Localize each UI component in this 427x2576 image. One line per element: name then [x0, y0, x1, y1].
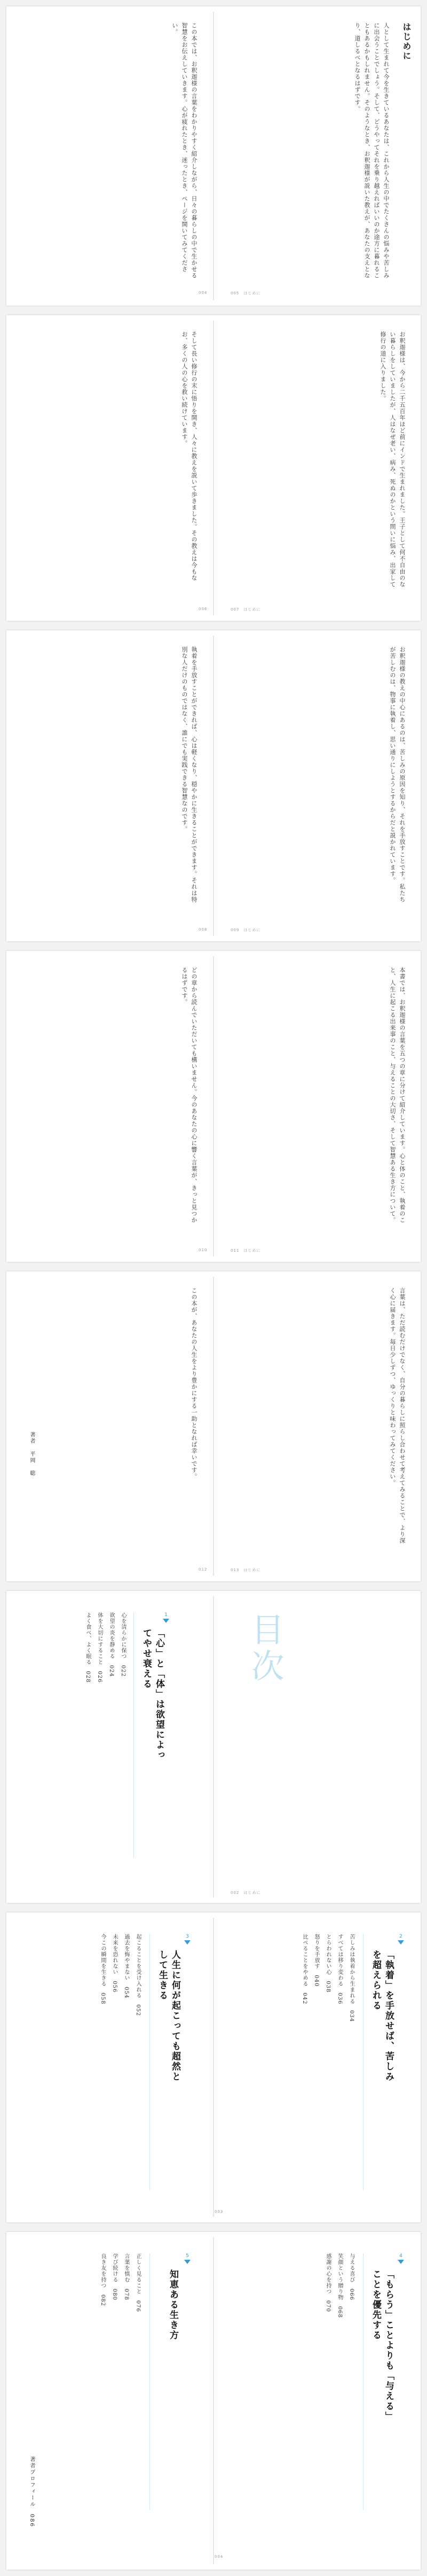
chapter-badge [183, 2253, 192, 2264]
toc-divider [149, 2253, 150, 2510]
spread-4 [6, 951, 421, 1262]
folio-left: 008 [199, 927, 208, 932]
folio-left: 012 [199, 1567, 208, 1572]
chapter-number: 2 [399, 1934, 402, 1939]
toc-item[interactable]: 欲望の炎を静める 024 [108, 1612, 114, 1677]
chapter-number: 3 [186, 1934, 189, 1939]
page-gutter [213, 1277, 214, 1576]
spread-1 [6, 6, 421, 306]
page-gutter [213, 321, 214, 615]
spread-5 [6, 1271, 421, 1581]
folio: 002 はじめに [231, 1891, 261, 1895]
toc-title: 目次 [246, 1612, 284, 1685]
chapter-arrow-icon [398, 1940, 404, 1945]
body-text-left: この本では、お釈迦様の言葉をわかりやすく紹介しながら、日々の暮らしの中で生かせる智慧をお伝えしていきます。心が疲れたとき、迷ったとき、ページを開いてみてください。 [171, 22, 197, 279]
toc-item[interactable]: 苦しみは執着から生まれる 034 [349, 1934, 354, 2023]
toc-item[interactable]: 怒りを手放す 040 [313, 1934, 319, 1987]
page-gutter [213, 636, 214, 936]
chapter-arrow-icon [398, 2260, 404, 2264]
toc-item[interactable]: 笑顔という贈り物 068 [337, 2253, 343, 2319]
toc-spread-2 [6, 1913, 421, 2222]
toc-item[interactable]: 今この瞬間を生きる 058 [100, 1934, 106, 2005]
chapter-title: 知恵ある生き方 [168, 2269, 178, 2340]
page-gutter [213, 1918, 214, 2217]
toc-item[interactable]: 与える喜び 066 [349, 2253, 354, 2301]
chapter-badge [396, 1934, 406, 1945]
folio-right: 009 はじめに [231, 928, 261, 932]
toc-item[interactable]: すべては移り変わる 036 [337, 1934, 343, 2005]
chapter-number: 4 [399, 2253, 402, 2259]
chapter-number: 5 [186, 2253, 189, 2259]
chapter-arrow-icon [184, 1940, 191, 1945]
folio-left: 004 [199, 291, 208, 295]
chapter-title: 人生に何が起こっても超然として生きる [157, 1950, 180, 2082]
toc-item[interactable]: 良き友を持つ 082 [100, 2253, 106, 2307]
folio-right: 005 はじめに [231, 291, 261, 295]
spread-2 [6, 315, 421, 621]
toc-item[interactable]: 未来を恐れない 056 [112, 1934, 117, 1993]
body-text-left: そして長い修行の末に悟りを開き、人々に教えを説いて歩きました。その教えは今もなお、多くの人の心を救い続けています。 [181, 331, 197, 581]
toc-spread-3 [6, 2232, 421, 2570]
toc-item[interactable]: 正しく見ること 076 [135, 2253, 141, 2313]
toc-item[interactable]: 比べることをやめる 042 [302, 1934, 307, 2005]
toc-item[interactable]: 言葉を慎む 078 [123, 2253, 129, 2301]
toc-item[interactable]: とらわれない心 038 [325, 1934, 331, 1993]
body-text-right: お釈迦様は、今から二千五百年ほど前にインドで生まれました。王子として何不自由のない暮らしをしていましたが、人はなぜ老い、病み、死ぬのかという問いに悩み、出家して修行の道に入りました。 [379, 331, 406, 588]
folio-right: 011 はじめに [231, 1248, 261, 1253]
spread-3 [6, 630, 421, 941]
chapter-title: 「心」と「体」は欲望によってやせ衰える [141, 1628, 164, 1760]
folio: 003 [215, 2210, 224, 2214]
page-gutter [213, 12, 214, 300]
toc-divider [133, 1612, 134, 1858]
chapter-badge [161, 1612, 171, 1623]
page-gutter [213, 2237, 214, 2564]
body-text-right: 言葉は、ただ読むだけでなく、自分の暮らしに照らし合わせて考えてみることで、より深く心に届きます。毎日少しずつ、ゆっくりと味わってみてください。 [389, 1287, 406, 1544]
toc-spread-1 [6, 1591, 421, 1903]
toc-item[interactable]: 過去を悔やまない 054 [123, 1934, 129, 1999]
chapter-title: 「もらう」ことよりも「与える」ことを優先する [370, 2269, 394, 2417]
body-text-left: 執着を手放すことができれば、心は軽くなり、穏やかに生きることができます。それは特別な人だけのものではなく、誰にでも実践できる智慧なのです。 [181, 646, 197, 903]
toc-divider [149, 1934, 150, 2190]
body-text-left: どの章から読んでいただいても構いません。今のあなたの心に響く言葉が、きっと見つかるはずです。 [181, 967, 197, 1223]
toc-item[interactable]: 学び続ける 080 [112, 2253, 117, 2301]
chapter-badge [183, 1934, 192, 1945]
author-profile-link[interactable]: 著者プロフィール 086 [29, 2456, 35, 2528]
body-text-left: この本が、あなたの人生をより豊かにする一助となれば幸いです。 [191, 1287, 197, 1480]
page-gutter [213, 1596, 214, 1898]
author-credit: 著者 平岡 聡 [29, 1432, 35, 1477]
folio-right: 007 はじめに [231, 607, 261, 612]
toc-item[interactable]: 起こることを受け入れる 052 [135, 1934, 141, 2017]
chapter-arrow-icon [184, 2260, 191, 2264]
toc-item[interactable]: 体を大切にすること 026 [97, 1612, 102, 1683]
chapter-title: 「執着」を手放せば、苦しみを超えられる [370, 1950, 394, 2082]
chapter-badge [396, 2253, 406, 2264]
chapter-number: 1 [164, 1612, 168, 1618]
section-heading: はじめに [401, 22, 412, 61]
chapter-arrow-icon [163, 1619, 169, 1623]
folio-left: 010 [199, 1248, 208, 1252]
body-text-right: 人として生まれて今を生きているあなたは、これから人生の中でたくさんの悩みや苦しみに出会うことでしょう。そして、どうやってそれを乗り越えればいいのか途方に暮れることもあるかもしれません。そのようなとき、お釈迦様が説いた教えが、あなたの支えとなり、道しるべとなるはずです。 [354, 22, 390, 279]
folio: 004 [215, 2555, 224, 2559]
page-gutter [213, 956, 214, 1256]
toc-item[interactable]: よく食べ、よく眠る 028 [85, 1612, 91, 1683]
toc-item[interactable]: 心を清らかに保つ 022 [120, 1612, 126, 1677]
toc-item[interactable]: 感謝の心を持つ 070 [325, 2253, 331, 2313]
body-text-right: お釈迦様の教えの中心にあるのは、苦しみの原因を知り、それを手放すことです。私たちが苦しむのは、物事に執着し、思い通りにしようとするからだと説かれています。 [389, 646, 406, 903]
folio-left: 006 [199, 607, 208, 611]
folio-right: 013 はじめに [231, 1568, 261, 1572]
body-text-right: 本書では、お釈迦様の言葉を五つの章に分けて紹介しています。心と体のこと、執着のこと、人生に起こる出来事のこと、与えることの大切さ、そして智慧ある生き方について。 [389, 967, 406, 1223]
